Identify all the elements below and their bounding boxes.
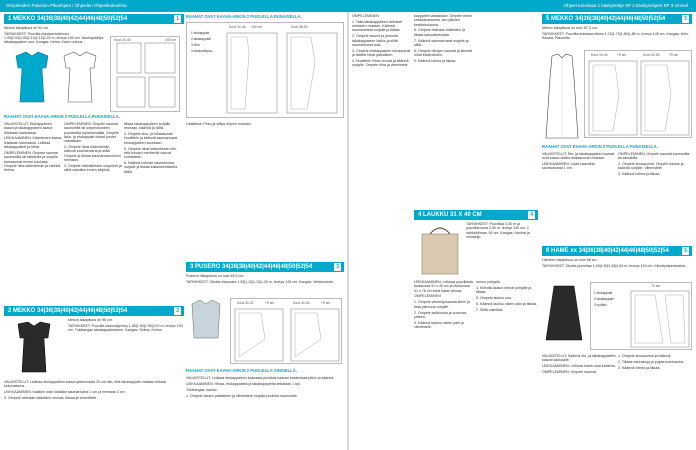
pattern-5-step-3: 3. Käännä helma ja tikkaa.	[618, 172, 661, 177]
pattern-3-layout-width-a: 75 cm	[265, 301, 275, 305]
pattern-6-step-cut: LEIKKAAMINEN: Leikkaa hame-osat kahtena.	[542, 364, 616, 369]
pattern-3-step-interfacing: Tukikangas: kaulus.	[186, 387, 218, 392]
pattern-1-right-step-4: 6. Käännä helman saumanvara nurjalle ja tikkaa kaksinkertaisella tikillä.	[124, 161, 178, 174]
pattern-4-instructions-cont	[476, 280, 538, 448]
pattern-4-cont-1: muruu pohjalla.	[476, 280, 501, 284]
pattern-1-layout-label-size: Koot 34-40	[114, 38, 131, 42]
pattern-3-number: 3	[336, 264, 339, 270]
pattern-2-layout-size-a: Koot 34-46	[229, 25, 246, 29]
pattern-6-step-2: 2. Tikkaa nauhakuja ja pujota kuminauha.	[618, 359, 685, 364]
pattern-5-layout-size-a: Koot 34-40	[591, 53, 608, 57]
pattern-5-instructions-col-2	[618, 152, 692, 242]
pattern-1-cutting-layout	[110, 36, 180, 112]
pattern-6-instructions-col-2	[618, 354, 692, 448]
pattern-4-step-3: 3. Käännä laukku oikein päin ja viimeistele.	[414, 320, 464, 330]
top-bar-right: Ohjeet tunnistaa 1 käsityöohje SP 2 käsityöohjeet SP 3 ommel	[563, 3, 688, 8]
right-col-2-p3: 7. Käännä saumanvarat nurjalle ja silitä.	[414, 38, 469, 47]
pattern-6-legend	[594, 291, 630, 321]
pattern-6-legend-1: 1 etukappale	[594, 291, 613, 295]
pattern-5-size: Mekon takapituus on noin 87,5 cm.	[542, 26, 598, 30]
pattern-2-header	[4, 306, 184, 316]
pattern-4-materials: TARVIKKEET: Puuvillaa 0,50 m ja puuvillavuoria 0,50 m, leveys 140 cm. 2 nahkahihnaa, 60 cm. Kangas: Nauhat ja vetoketju.	[466, 222, 530, 239]
pattern-1-legend	[191, 31, 225, 71]
pattern-1-mid-title: RAAHAT OVAT KAAVA-ARKIN 2 PUOLELLA PUNAISELLA.	[186, 14, 302, 19]
pattern-4-title: 4 LAUKKU 31 X 40 CM	[418, 212, 482, 218]
pattern-2-materials: TARVIKKEET: Puuvilla-viskoosijersey 1,85|1,90|1,95|2,00 m, leveys 150 cm. Tukikangas takakappaleeseen. Kangas: Selma, Kolmo.	[68, 323, 183, 333]
right-col-1-p4: 3. Ompele etukappaleen sivusaumat ja taittele hihat paikalleen.	[352, 48, 411, 58]
pattern-4-number: 4	[530, 212, 533, 218]
pattern-3-cutting-layout	[230, 298, 342, 364]
pattern-1-thumbnail	[8, 50, 108, 106]
pattern-5-layout-width-a: 75 cm	[617, 53, 627, 57]
pattern-1-layout-label-width: 150 cm	[164, 38, 176, 42]
pattern-3-step-sew: 1. Ompele kaulus paikalleen ja viimeistele nurjalta puolelta saumurilla.	[186, 393, 298, 398]
right-col-2-p4: 8. Ompele hihojen saumat ja kiinnitä hihat kädenteisiin.	[414, 48, 472, 58]
pattern-1-right-step-2: 4. Ompele sivu- ja hihasaumat. Huolittele ja käännä saumanvarat etukappaleen suuntaan.	[124, 132, 178, 145]
right-col-2-p5: 9. Käännä helma ja tikkaa.	[414, 59, 457, 64]
pattern-1-step-prep: VALMISTELUT: Etukappaleen kaava ja takakappaleen kaava leikataan kankaasta.	[4, 122, 53, 135]
pattern-4-cont-3: 5. Ompele laukun suu.	[476, 296, 512, 301]
pattern-3-step-cut: LEIKKAAMINEN: Hihaa, etukappaletta ja takakappaletta leikataan 1 kpl.	[186, 381, 301, 386]
pattern-1-right-step-1: tikkaa takakappaleen nurjalle reunaan, käännä ja silitä.	[124, 122, 171, 131]
right-col-1-instructions	[352, 14, 412, 214]
pattern-2-step-hem: 3. Ompele helmaan kääntäen reunaa, tikkaa ja viimeistele.	[4, 396, 98, 401]
pattern-4-cont-2: 4. Kiinnitä laukun hihnat pohjalle ja tikkaa.	[476, 285, 532, 295]
pattern-2-thumbnail	[8, 320, 64, 376]
pattern-3-layout-size-b: Koot 44-54	[293, 301, 310, 305]
pattern-4-step-sew-title: OMPELEMINEN:	[414, 294, 442, 299]
pattern-4-step-1: 1. Ompele vetoketjusauma kiinni ja taita yläreuna nurjalle.	[414, 300, 470, 309]
right-col-1-p5: 4. Huolittele hihan reunat ja käännä nurjalle. Ompele hiha ja viimeistele.	[352, 59, 409, 68]
pattern-3-thumbnail	[186, 298, 226, 358]
pattern-2-step-prep: VALMISTELUT: Leikkaa etukappaleen kaava yläreunasta 20 cm niin, että takakappale voidaan leikata kokonaisena.	[4, 380, 166, 389]
pattern-1-step-sew: OMPELEMINEN: Ompele saumat saumuriilla tai siksakilla ja ompele sivusaumat ennen kaulusta. Ompele hiha kädenteisiin ja kiinnitä helma.	[4, 150, 61, 173]
pattern-5-step-prep: VALMISTELUT: Etu- ja takakappaleen kaavat ovat kaava-arkilla lankasuoran mukaan.	[542, 152, 615, 161]
pattern-2-title: 2 MEKKO 34|36|38|40|42|44|46|48|50|52|54	[8, 308, 128, 314]
pattern-1-step-cut: LEIKKAAMINEN: Käänteinen kaava leikataan kankaasta. Leikkaa takakappaleet ja hihat.	[4, 136, 62, 150]
pattern-3-instructions	[186, 376, 344, 448]
pattern-6-legend-2: 2 takakappale	[594, 296, 614, 301]
pattern-3-materials: TARVIKKEET: Ohutta viskoosia 1,05|1,10|1,15|1,20 m, leveys 145 cm. Kangas: Verkkoneule.	[186, 279, 334, 284]
legend-item-1: 1 etukappale	[191, 31, 210, 35]
pattern-1-mid-step-3: 3. Ompele helmalehden ompeleet ja silitä valmiiksi ennen käyttöä.	[64, 163, 122, 173]
pattern-2-size: Mekon takapituus on 96 cm.	[68, 318, 113, 322]
pattern-6-materials: TARVIKKEET: Ohutta puuvillaa 1,45|1,50|1,55|1,60 m, leveys 140 cm. Kiinnityskuminauha.	[542, 263, 687, 268]
pattern-6-size: Hameen takapituus on noin 68 cm.	[542, 258, 598, 262]
left-page	[0, 14, 348, 450]
pattern-6-step-prep: VALMISTELUT: Käännä etu- ja takakappaleen kaavat kankaalle.	[542, 354, 616, 363]
pattern-4-thumbnail	[416, 222, 464, 278]
pattern-6-step-1: 1. Ompele sivusaumat ja käännä.	[618, 354, 672, 358]
pattern-4-cont-5: 7. Silitä valmiiksi.	[476, 307, 504, 312]
right-col-1-p1: OMPELEMINEN:	[352, 14, 380, 18]
right-col-2-p1: kappaleet vastakkain. Ompele ensin keskitakasauma, sen jälkeen keskietusauma.	[414, 14, 472, 27]
right-page	[348, 14, 696, 450]
pattern-4-step-cut: LEIKKAAMINEN: Leikkaa puuvillasta laukkuosa 31 x 40 cm ja laukkuosa 31 x 76 cm sekä kaksi hihnaa.	[414, 280, 473, 293]
pattern-1-number: 1	[176, 16, 179, 22]
right-col-2-instructions	[414, 14, 474, 214]
pattern-6-layout-width: 70 cm	[651, 284, 661, 288]
pattern-5-header	[542, 14, 692, 24]
pattern-5-cut-title: RAAHAT OVAT KAAVA-ARKIN 2 PUOLELLA PUNAISELLA.	[542, 144, 658, 149]
pattern-6-number: 6	[684, 248, 687, 254]
pattern-1-note	[186, 122, 344, 134]
pattern-6-title: 6 HAME xx 34|36|38|40|42|44|46|48|50|52|54	[546, 248, 669, 254]
pattern-4-intro	[466, 222, 538, 272]
pattern-5-step-cut: LEIKKAAMINEN: Lisää kaavoihin saumanvarat 1 cm.	[542, 162, 596, 171]
pattern-2-cutting-layout	[186, 22, 344, 118]
pattern-2-layout-width: 150 cm	[251, 25, 263, 29]
pattern-3-step-prep: VALMISTELUT: Leikkaa etukappaleen kaavasta puolikas kaavan keskiviivaa pitkin ja käännä.	[186, 376, 335, 380]
pattern-5-cutting-layout	[584, 50, 692, 138]
pattern-1-header	[4, 14, 184, 24]
pattern-4-header	[414, 210, 538, 220]
pattern-4-cont-4: 6. Käännä laukku oikein päin ja tikkaa.	[476, 301, 538, 306]
pattern-3-layout-size-a: Koot 34-42	[237, 301, 254, 305]
pattern-6-step-3: 3. Käännä helma ja tikkaa.	[618, 365, 661, 370]
pattern-3-title: 3 PUSERO 34|36|38|40|42|44|46|48|50|52|54	[190, 264, 313, 270]
pattern-5-step-sew: OMPELEMINEN: Ompele saumat saumurilla tai siksakilla.	[618, 152, 690, 161]
pattern-1-mid-step-2: 2. Ompele hihat kädenteisiin, käännä saumanvarat ja silitä. Ompele ja tikkaa saumanvara kiinni helmaan.	[64, 145, 121, 162]
legend-item-4: 4 kaulusrimpsu	[191, 48, 213, 53]
pattern-5-step-2: 2. Ompele sivusaumat. Ompele kaulus ja käännä nurjalle. Viimeistele.	[618, 162, 684, 171]
right-col-1-p3: 2. Ompele sauma ja pinnoita takakappaleen halkio ja silitä saumanvarat auki.	[352, 34, 398, 47]
legend-item-2: 2 takakappale	[191, 36, 211, 41]
pattern-1-mid-step-1: OMPELEMINEN: Ompele saumat saumurilla tai ompelukoneen joustavalla tuplanneulalla. Ompele taka- ja etukappale oikeat puolet vastakkain.	[64, 122, 119, 144]
pattern-2-instructions	[4, 380, 184, 446]
pattern-6-cutting-layout	[590, 282, 692, 350]
pattern-5-layout-size-b: Koot 42-54	[643, 53, 660, 57]
pattern-6-instructions-col-1	[542, 354, 616, 448]
pattern-2-step-cut: LEIKKAAMINEN: Kaikkiin osiin lisätään saumanvarat 1 cm ja helmaan 3 cm.	[4, 390, 126, 395]
pattern-4-step-2: 2. Ompele laukkuosa ja vuoriosa yhteen.	[414, 310, 467, 319]
pattern-5-title: 5 MEKKO 34|36|38|40|42|44|46|48|50|52|54	[546, 16, 666, 22]
pattern-6-intro	[542, 258, 692, 280]
pattern-5-thumbnail	[542, 52, 582, 142]
pattern-5-layout-width-b: 75 cm	[669, 53, 679, 57]
pattern-1-instructions-col-3	[124, 122, 182, 300]
pattern-6-header	[542, 246, 692, 256]
pattern-1-instructions-col-2	[64, 122, 122, 300]
pattern-5-instructions-col-1	[542, 152, 616, 242]
pattern-5-number: 5	[684, 16, 687, 22]
pattern-1-materials: TARVIKKEET: Puuvilla-elastaaniviskoosi 1,95|2,00|2,05|2,10|2,15|2,20 m, leveys 150 cm. Nauhapäällys takakappaleen suu. Kangas: Helmi, Kalvo uutuus.	[4, 31, 104, 45]
pattern-3-cut-title: RAAHAT OVAT KAAVA-ARKIN 2 PUOLELLA SINISELLÄ.	[186, 368, 297, 373]
pattern-5-materials: TARVIKKEET: Puuvilla-elastaani-trikoo 1,70|1,75|1,80|1,85 m, leveys 145 cm. Kangas: Kelo, Kavala, Paloniittu.	[542, 31, 689, 41]
pattern-2-intro	[68, 318, 184, 356]
pattern-2-number: 2	[176, 308, 179, 314]
pattern-1-instructions-col-1	[4, 122, 62, 300]
pattern-1-title: 1 MEKKO 34|36|38|40|42|44|46|48|50|52|54	[8, 16, 128, 22]
pattern-1-size: Mekon takapituus on 92 cm.	[4, 26, 49, 30]
pattern-6-step-sew: OMPELEMINEN: Ompele saumat.	[542, 370, 597, 375]
pattern-1-note-text: Lisätietoa: Pesu ja silitys ohjeen mukaan.	[186, 122, 252, 126]
top-bar-left: Ompeleiden Palvelun Pikaohjeet / Ohjeiden Ohjeetkokoelma	[6, 3, 127, 8]
pattern-6-legend-3: 3 vyötärö	[594, 302, 608, 307]
pattern-3-layout-width-b: 75 cm	[321, 301, 331, 305]
pattern-3-size: Puseron takapituus on noin 63,5 cm.	[186, 274, 245, 278]
pattern-4-instructions	[414, 280, 474, 448]
right-col-2-p2: 6. Ompele helmaan kääntäen ja tikkaa kaksoisneulalla.	[414, 28, 465, 37]
pattern-6-thumbnail	[542, 282, 586, 346]
pattern-2-layout-size-b: Koot 48-54	[291, 25, 308, 29]
pattern-1-cut-title: RAAHAT OVAT KAAVA-ARKIN 2 PUOLELLA PUNAISELLA.	[4, 114, 120, 119]
legend-item-3: 3 hiha	[191, 42, 200, 47]
pattern-3-intro	[186, 274, 344, 296]
pattern-5-intro	[542, 26, 692, 48]
right-col-1-p2: 1. Taita takakappaleen taitokset merkkien mukaan. Käännä saumanvarat nurjalle ja tikkaa.	[352, 19, 403, 33]
pattern-1-right-step-3: 5. Ompele hihat kädenteisiin niin, että hihojen merkinnät osuvat kohdalleen.	[124, 146, 177, 160]
pattern-3-header	[186, 262, 344, 272]
top-bar	[0, 0, 696, 12]
